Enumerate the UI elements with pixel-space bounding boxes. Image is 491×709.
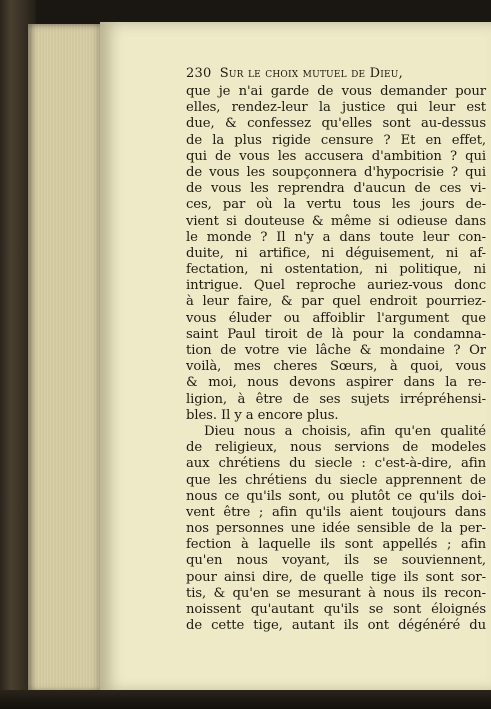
book-page (100, 22, 491, 692)
text-line: que les chrétiens du siecle apprennent de (186, 472, 486, 488)
text-line: bles. Il y a encore plus. (186, 407, 339, 423)
text-line: que je n'ai garde de vous demander pour (186, 84, 486, 99)
text-line: fectation, ni ostentation, ni politique, ni (186, 262, 486, 278)
page-edges (28, 24, 104, 692)
text-line: de vous les reprendra d'aucun de ces vi- (186, 181, 486, 197)
text-line: pour ainsi dire, de quelle tige ils sont sor- (186, 569, 486, 585)
text-line: qu'en nous voyant, ils se souviennent, (186, 553, 486, 569)
text-line: nous ce qu'ils sont, ou plutôt ce qu'ils doi- (186, 488, 486, 504)
text-line: Dieu nous a choisis, afin qu'en qualité (204, 423, 486, 439)
text-line: intrigue. Quel reproche auriez-vous donc (186, 278, 486, 294)
text-line: tis, & qu'en se mesurant à nous ils recon- (186, 585, 486, 601)
text-line: ligion, à être de ses sujets irrépréhensi- (186, 391, 486, 407)
text-line: saint Paul tiroit de là pour la condamna- (186, 326, 486, 342)
text-line: voilà, mes cheres Sœurs, à quoi, vous (186, 359, 486, 375)
text-line: nos personnes une idée sensible de la per- (186, 521, 486, 537)
text-line: & moi, nous devons aspirer dans la re- (186, 375, 486, 391)
text-line: tion de votre vie lâche & mondaine ? Or (186, 343, 486, 358)
text-line: de cette tige, autant ils ont dégénéré du (186, 618, 486, 634)
text-line: vous éluder ou affoiblir l'argument que (186, 310, 486, 326)
text-line: noissent qu'autant qu'ils se sont éloignés (186, 602, 486, 617)
text-line: vient si douteuse & même si odieuse dans (186, 213, 486, 229)
page-number: 230 (186, 66, 212, 81)
text-line: vent être ; afin qu'ils aient toujours dans (186, 504, 486, 520)
text-line: de la plus rigide censure ? Et en effet, (186, 132, 486, 148)
text-line: qui de vous les accusera d'ambition ? qui (186, 148, 486, 164)
text-line: elles, rendez-leur la justice qui leur est (186, 100, 486, 116)
text-line: fection à laquelle ils sont appellés ; afin (186, 537, 486, 553)
body-text (186, 84, 486, 634)
running-header (186, 66, 486, 81)
text-line: le monde ? Il n'y a dans toute leur con- (186, 229, 486, 245)
running-title: Sur le choix mutuel de Dieu, (219, 66, 403, 81)
text-line: à leur faire, & par quel endroit pourriez- (186, 294, 486, 310)
book-bottom-edge (0, 690, 491, 709)
page-text-block (186, 66, 486, 634)
text-line: duite, ni artifice, ni déguisement, ni af- (186, 245, 486, 261)
text-line: de religieux, nous servions de modeles (186, 440, 486, 456)
text-line: aux chrétiens du siecle : c'est-à-dire, afin (186, 456, 486, 472)
text-line: due, & confessez qu'elles sont au-dessus (186, 116, 486, 132)
text-line: ces, par où la vertu tous les jours de- (186, 197, 486, 213)
text-line: de vous les soupçonnera d'hypocrisie ? qui (186, 164, 486, 180)
